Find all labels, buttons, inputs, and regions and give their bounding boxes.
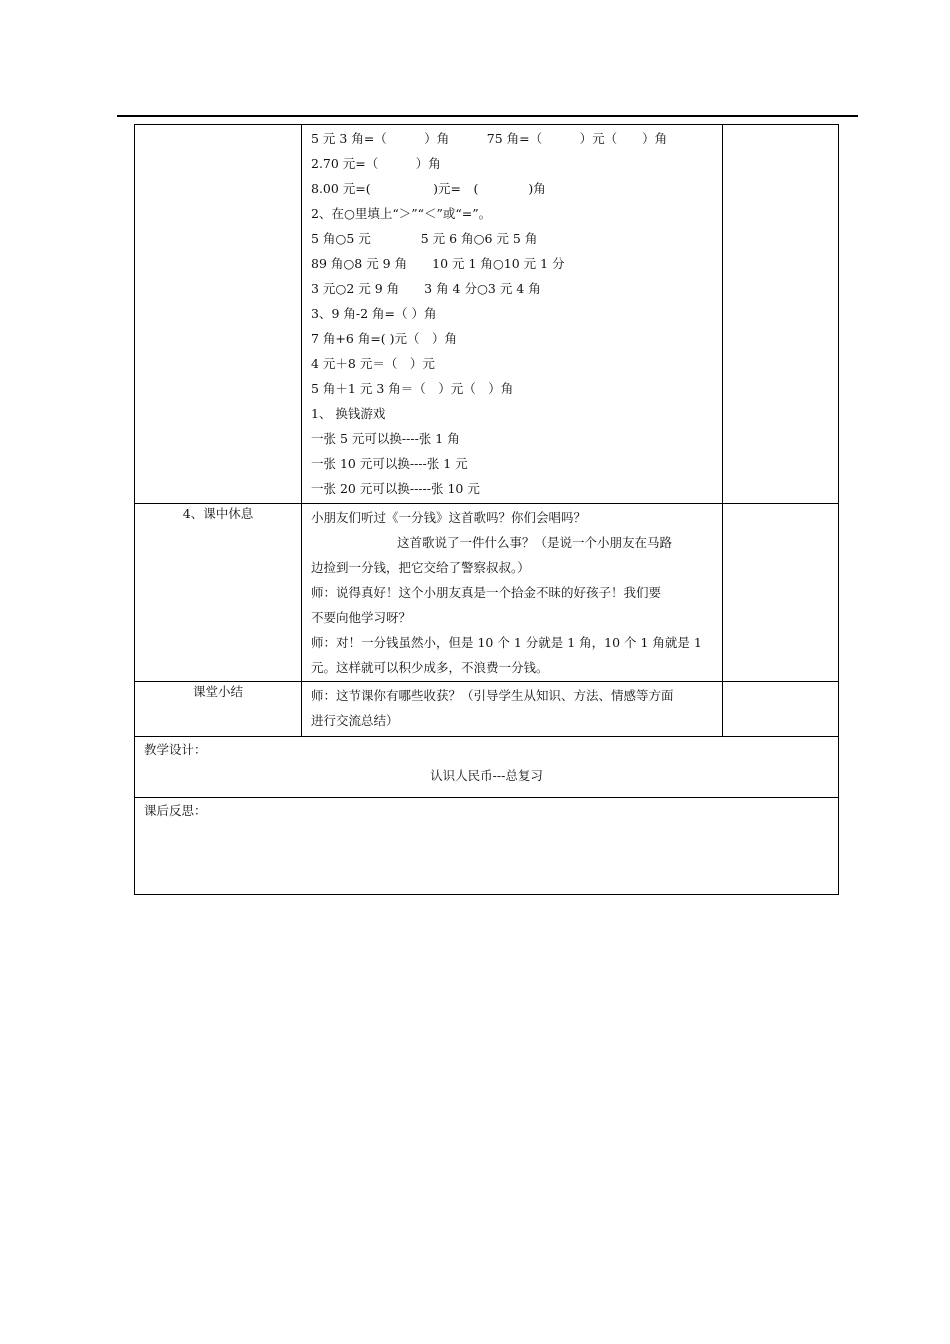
- summary-content-cell: [302, 682, 723, 737]
- break-line: 元。这样就可以积少成多，不浪费一分钱。: [311, 660, 549, 675]
- exercise-line: 7 角+6 角=( )元（ ）角: [311, 331, 458, 346]
- design-row: [135, 737, 839, 798]
- design-label: 教学设计：: [144, 742, 207, 757]
- break-line: 边捡到一分钱，把它交给了警察叔叔。）: [311, 560, 530, 575]
- break-row: [135, 504, 839, 682]
- summary-row: [135, 682, 839, 737]
- design-cell: [135, 737, 839, 798]
- summary-label: 课堂小结: [135, 682, 302, 737]
- break-line: 小朋友们听过《一分钱》这首歌吗？你们会唱吗？: [311, 510, 587, 525]
- reflection-cell: [135, 798, 839, 895]
- exercise-line: 1、 换钱游戏: [311, 406, 386, 421]
- exercise-line: 89 角○8 元 9 角 10 元 1 角○10 元 1 分: [311, 256, 565, 271]
- design-title: 认识人民币---总复习: [430, 768, 543, 783]
- exercise-line: 2、在○里填上“＞”“＜”或“=”。: [311, 206, 492, 221]
- exercise-line: 8.00 元=( )元= ( )角: [311, 181, 546, 196]
- exercise-line: 一张 5 元可以换----张 1 角: [311, 431, 460, 446]
- break-line: 不要向他学习呀？: [311, 610, 412, 625]
- reflection-row: [135, 798, 839, 895]
- break-notes-cell: [723, 504, 839, 682]
- exercise-line: 5 角＋1 元 3 角＝（ ）元（ ）角: [311, 381, 514, 396]
- exercise-line: 2.70 元=（ ）角: [311, 156, 441, 171]
- exercise-label-cell: [135, 125, 302, 504]
- break-line: 师：说得真好！这个小朋友真是一个拾金不昧的好孩子！我们要: [311, 585, 662, 600]
- summary-line: 师：这节课你有哪些收获？（引导学生从知识、方法、情感等方面: [311, 688, 674, 703]
- exercise-line: 一张 20 元可以换-----张 10 元: [311, 481, 480, 496]
- summary-line: 进行交流总结）: [311, 713, 399, 728]
- exercise-line: 3、9 角-2 角=（ ）角: [311, 306, 437, 321]
- exercise-row: [135, 125, 839, 504]
- summary-notes-cell: [723, 682, 839, 737]
- header-rule: [117, 115, 858, 117]
- break-line: 师：对！一分钱虽然小，但是 10 个 1 分就是 1 角，10 个 1 角就是 1: [311, 635, 702, 650]
- break-content-cell: [302, 504, 723, 682]
- exercise-line: 5 角○5 元 5 元 6 角○6 元 5 角: [311, 231, 538, 246]
- exercise-content-cell: [302, 125, 723, 504]
- exercise-line: 一张 10 元可以换----张 1 元: [311, 456, 468, 471]
- exercise-line: 3 元○2 元 9 角 3 角 4 分○3 元 4 角: [311, 281, 541, 296]
- exercise-notes-cell: [723, 125, 839, 504]
- exercise-line: 4 元＋8 元＝（ ）元: [311, 356, 435, 371]
- break-line: 这首歌说了一件什么事？（是说一个小朋友在马路: [397, 535, 673, 550]
- exercise-line: 5 元 3 角=（ ）角 75 角=（ ）元（ ）角: [311, 131, 668, 146]
- lesson-plan-table: [134, 124, 839, 895]
- reflection-label: 课后反思：: [144, 803, 207, 818]
- break-label: 4、课中休息: [135, 504, 302, 682]
